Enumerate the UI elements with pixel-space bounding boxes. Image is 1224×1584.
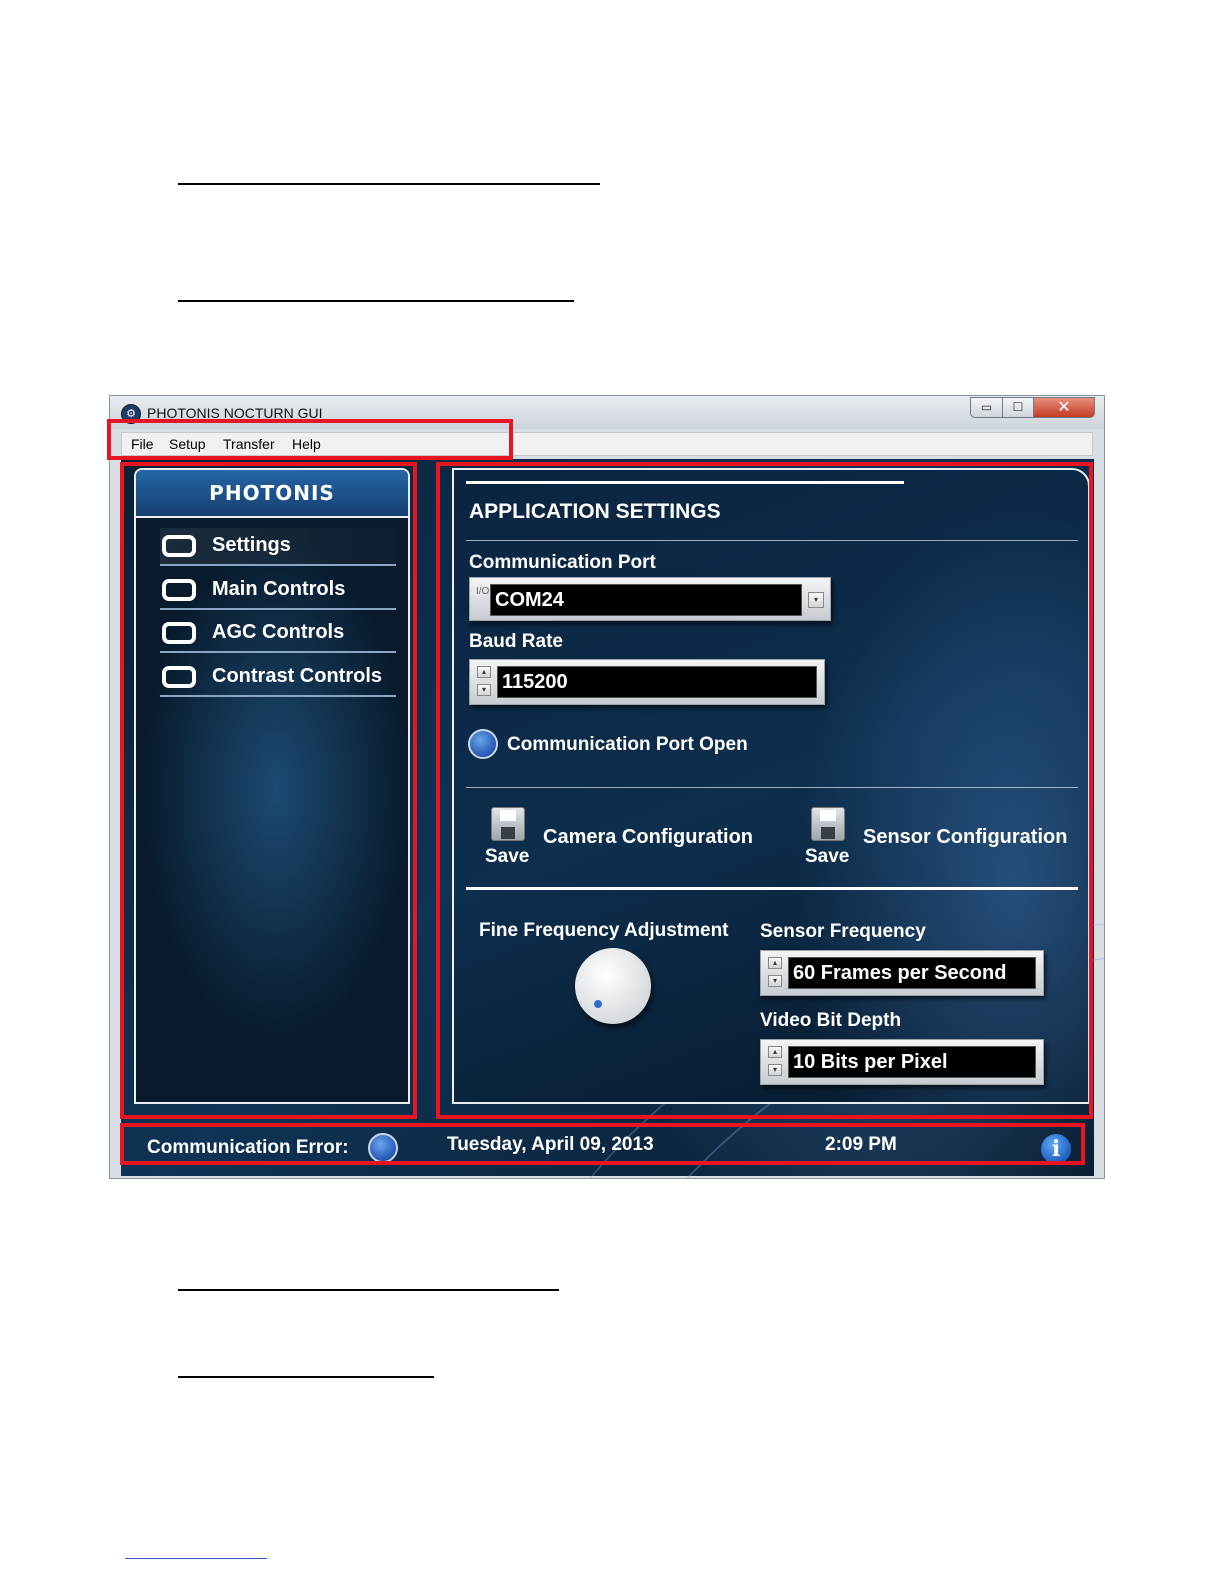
status-time: 2:09 PM [825, 1134, 897, 1155]
document-rule-2 [178, 300, 574, 302]
sensor-frequency-label: Sensor Frequency [760, 921, 926, 942]
document-rule-1 [178, 183, 600, 185]
sidebar-item-contrast-controls[interactable] [160, 659, 396, 697]
client-area [121, 459, 1094, 1176]
menu-transfer[interactable]: Transfer [223, 436, 275, 452]
status-date: Tuesday, April 09, 2013 [447, 1134, 654, 1155]
header-line [466, 481, 904, 484]
maximize-button[interactable]: ☐ [1002, 397, 1034, 418]
baud-rate-stepper[interactable] [469, 659, 825, 705]
baud-rate-label: Baud Rate [469, 631, 563, 652]
port-open-indicator [468, 729, 498, 759]
camera-save-button[interactable]: Save [485, 846, 530, 867]
sensor-config-label: Sensor Configuration [863, 826, 1068, 848]
document-rule-3 [178, 1289, 559, 1291]
menu-help[interactable]: Help [292, 436, 321, 452]
menu-file[interactable]: File [131, 436, 154, 452]
minimize-button[interactable]: ▭ [970, 397, 1003, 418]
title-bar [110, 396, 1104, 429]
video-bit-depth-label: Video Bit Depth [760, 1010, 902, 1031]
menu-bar [121, 432, 1093, 456]
fine-frequency-knob[interactable] [575, 948, 651, 1024]
nav-button-icon [162, 666, 196, 688]
increment-arrow-icon[interactable]: ▴ [768, 957, 782, 969]
camera-config-label: Camera Configuration [543, 826, 754, 848]
sidebar-item-label: Main Controls [212, 578, 346, 600]
camera-save-floppy-icon[interactable] [491, 807, 525, 841]
window-title: PHOTONIS NOCTURN GUI [147, 405, 323, 421]
increment-arrow-icon[interactable]: ▴ [768, 1046, 782, 1058]
brand-logo: PHOTONIS [209, 481, 335, 505]
sidebar-item-label: AGC Controls [212, 621, 345, 643]
app-logo-icon: ⚙ [121, 404, 141, 424]
sidebar-item-label: Contrast Controls [212, 665, 382, 687]
nav-button-icon [162, 535, 196, 557]
sensor-frequency-stepper[interactable] [760, 950, 1044, 996]
nav-button-icon [162, 579, 196, 601]
sidebar-item-agc-controls[interactable] [160, 615, 396, 653]
knob-indicator [594, 1000, 602, 1008]
app-window [109, 395, 1105, 1179]
decrement-arrow-icon[interactable]: ▾ [477, 684, 491, 696]
brand-header [136, 470, 408, 518]
divider-thick [466, 887, 1078, 890]
video-bit-depth-value: 10 Bits per Pixel [788, 1046, 1036, 1078]
decrement-arrow-icon[interactable]: ▾ [768, 975, 782, 987]
document-rule-4 [178, 1376, 434, 1378]
baud-rate-value: 115200 [497, 666, 817, 698]
fine-frequency-label: Fine Frequency Adjustment [479, 920, 729, 941]
comm-error-indicator [368, 1133, 398, 1163]
comm-port-label: Communication Port [469, 552, 656, 573]
comm-port-value: COM24 [490, 584, 802, 616]
nav-button-icon [162, 622, 196, 644]
io-prefix-icon: I/O [476, 586, 490, 597]
sensor-save-floppy-icon[interactable] [811, 807, 845, 841]
sidebar-item-main-controls[interactable] [160, 572, 396, 610]
sensor-save-button[interactable]: Save [805, 846, 850, 867]
comm-port-select[interactable] [469, 577, 831, 621]
sidebar-item-label: Settings [212, 534, 291, 556]
increment-arrow-icon[interactable]: ▴ [477, 666, 491, 678]
sensor-frequency-value: 60 Frames per Second [788, 957, 1036, 989]
divider [466, 540, 1078, 541]
sidebar-panel [134, 468, 410, 1104]
status-bar [134, 1127, 1089, 1167]
close-button[interactable]: ✕ [1033, 397, 1095, 418]
decrement-arrow-icon[interactable]: ▾ [768, 1064, 782, 1076]
sidebar-item-settings[interactable] [160, 528, 396, 566]
page-title: APPLICATION SETTINGS [469, 500, 721, 523]
document-footer-rule [125, 1558, 267, 1559]
info-icon[interactable]: i [1041, 1134, 1071, 1164]
video-bit-depth-stepper[interactable] [760, 1039, 1044, 1085]
chevron-down-icon[interactable]: ▾ [808, 592, 824, 608]
port-open-label: Communication Port Open [507, 734, 748, 755]
comm-error-label: Communication Error: [147, 1137, 349, 1158]
settings-panel [452, 468, 1090, 1104]
menu-setup[interactable]: Setup [169, 436, 206, 452]
divider [466, 787, 1078, 788]
